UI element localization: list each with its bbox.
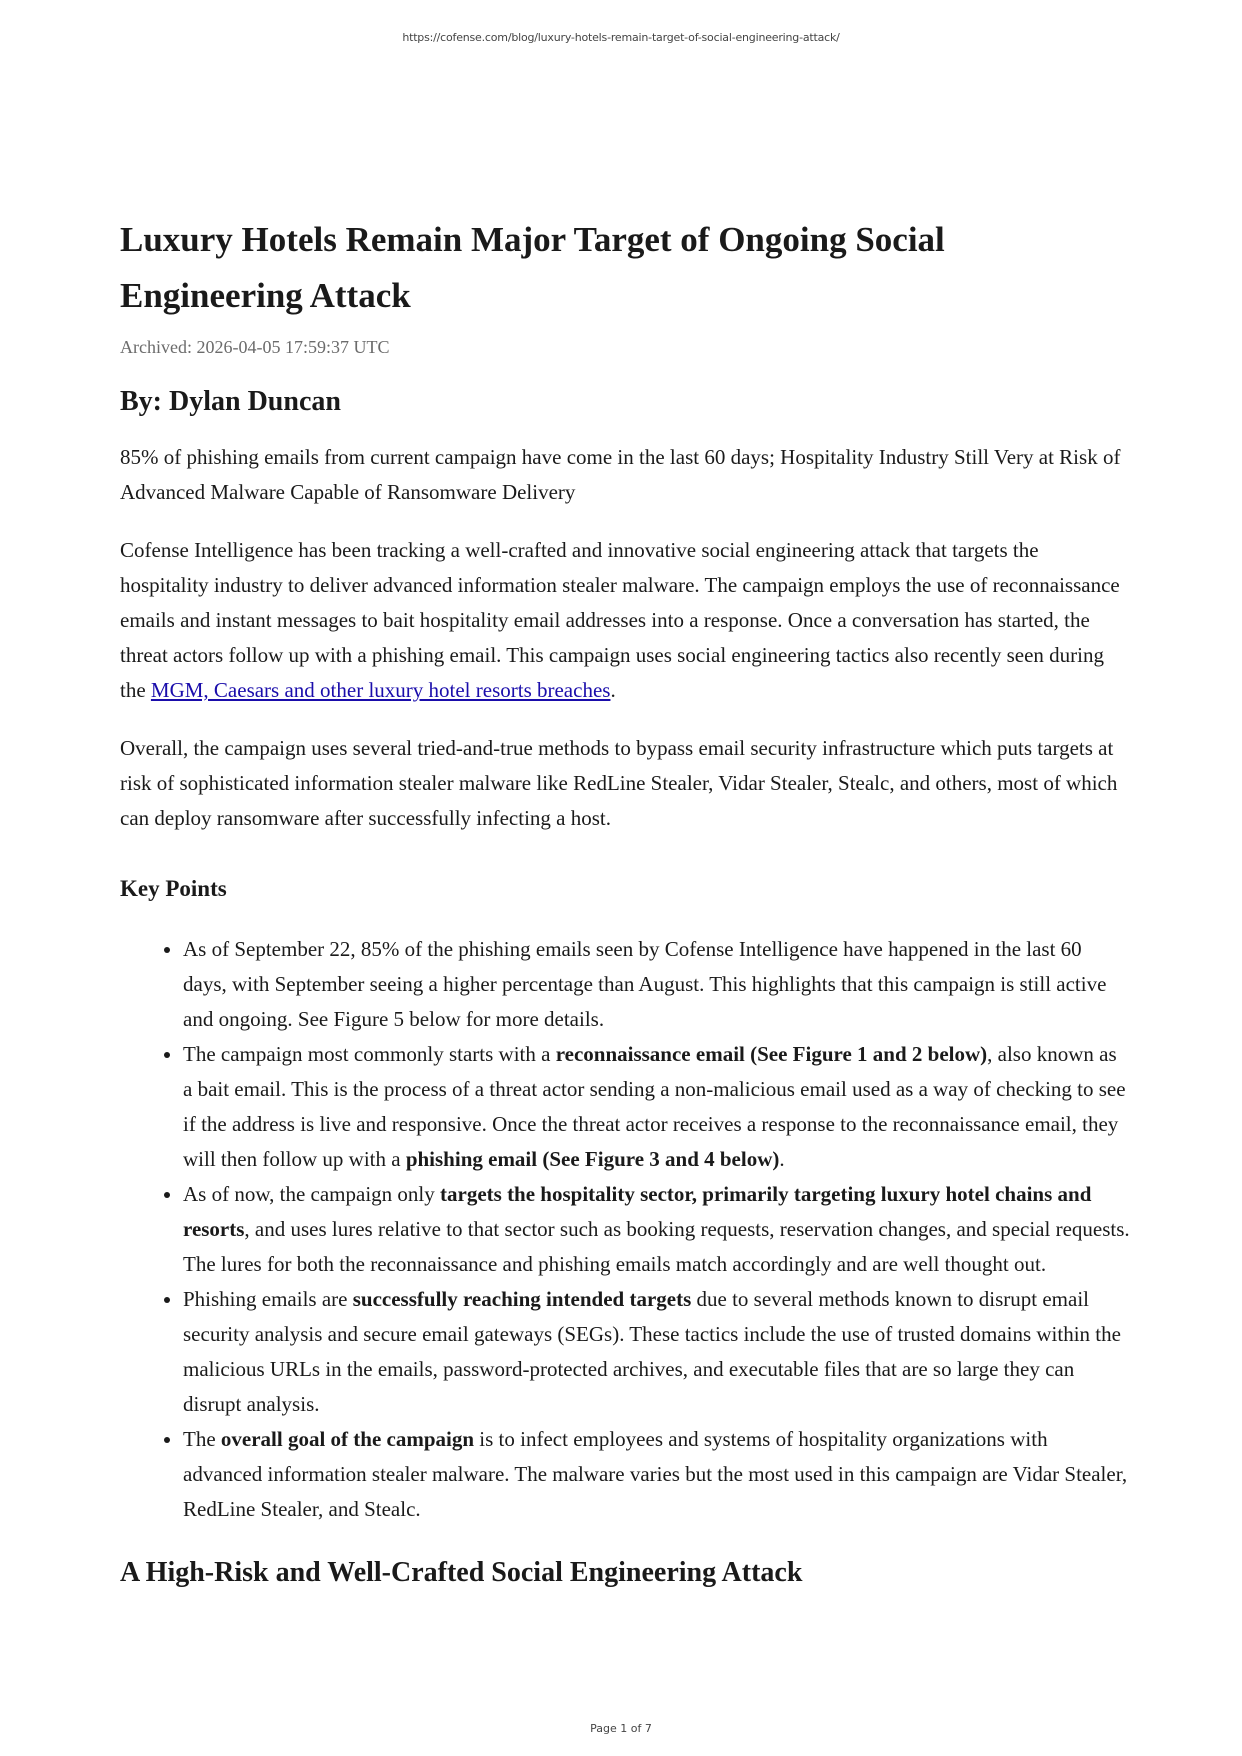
page-url-header: https://cofense.com/blog/luxury-hotels-remain-target-of-social-engineering-attack/ xyxy=(402,31,840,44)
list-item-emphasis: targets the hospitality sector, primarily targeting luxury hotel chains and resorts xyxy=(183,1182,1092,1241)
summary-paragraph: 85% of phishing emails from current campaign have come in the last 60 days; Hospitality Industry Still Very at Risk of Advanced Malware Capable of Ransomware Delivery xyxy=(120,445,1121,504)
list-item-text: As of September 22, 85% of the phishing emails seen by Cofense Intelligence have happened in the last 60 days, with September seeing a higher percentage than August. This highlights that this campaign is still active and ongoing. See Figure 5 below for more details. xyxy=(183,937,1107,1031)
article xyxy=(120,212,1130,1593)
article-title: Luxury Hotels Remain Major Target of Ongoing Social Engineering Attack xyxy=(120,220,945,315)
list-item-emphasis: overall goal of the campaign xyxy=(220,1427,475,1451)
list-item-text: . xyxy=(779,1147,785,1171)
mgm-caesars-breaches-link[interactable]: MGM, Caesars and other luxury hotel resorts breaches xyxy=(150,678,611,702)
key-points-list xyxy=(120,932,1130,1527)
key-points-heading: Key Points xyxy=(120,876,227,901)
list-item-emphasis: phishing email (See Figure 3 and 4 below) xyxy=(405,1147,780,1171)
list-item-text: , and uses lures relative to that sector such as booking requests, reservation changes, and special requests. The lures for both the reconnaissance and phishing emails match accordingly and are well thought out. xyxy=(183,1217,1130,1276)
list-item-text: is to infect employees and systems of hospitality organizations with advanced information stealer malware. The malware varies but the most used in this campaign are Vidar Stealer, RedLine Stealer, and Stealc. xyxy=(183,1427,1128,1521)
list-item-text: The campaign most commonly starts with a xyxy=(183,1042,556,1066)
author-byline: By: Dylan Duncan xyxy=(120,386,341,417)
intro-text-end: . xyxy=(610,678,616,702)
intro-text: Cofense Intelligence has been tracking a well-crafted and innovative social engineering attack that targets the hospitality industry to deliver advanced information stealer malware. The campaign employs the use of reconnaissance emails and instant messages to bait hospitality email addresses into a response. Once a conversation has started, the threat actors follow up with a phishing email. This campaign uses social engineering tactics also recently seen during the xyxy=(120,538,1120,702)
intro-paragraph xyxy=(120,533,1130,708)
list-item-text: The xyxy=(183,1427,221,1451)
overview-paragraph: Overall, the campaign uses several tried-and-true methods to bypass email security infrastructure which puts targets at risk of sophisticated information stealer malware like RedLine Stealer, Vidar Stealer, Stealc, and others, most of which can deploy ransomware after successfully infecting a host. xyxy=(120,736,1118,830)
list-item xyxy=(183,1037,1130,1177)
archived-timestamp: Archived: 2026-04-05 17:59:37 UTC xyxy=(120,337,390,357)
list-item xyxy=(183,1177,1130,1282)
list-item-text: As of now, the campaign only xyxy=(183,1182,441,1206)
list-item-text: Phishing emails are xyxy=(183,1287,353,1311)
list-item-emphasis: reconnaissance email (See Figure 1 and 2 below) xyxy=(555,1042,988,1066)
page-number: Page 1 of 7 xyxy=(590,1722,652,1735)
list-item xyxy=(183,932,1130,1037)
list-item-text: , also known as a bait email. This is the process of a threat actor sending a non-malicious email used as a way of checking to see if the address is live and responsive. Once the threat actor receives a response to the reconnaissance email, they will then follow up with a xyxy=(183,1042,1126,1171)
list-item-text: due to several methods known to disrupt email security analysis and secure email gateways (SEGs). These tactics include the use of trusted domains within the malicious URLs in the emails, password-protected archives, and executable files that are so large they can disrupt analysis. xyxy=(183,1287,1121,1416)
list-item xyxy=(183,1282,1130,1422)
list-item xyxy=(183,1422,1130,1527)
list-item-emphasis: successfully reaching intended targets xyxy=(352,1287,692,1311)
section-heading: A High-Risk and Well-Crafted Social Engineering Attack xyxy=(120,1557,803,1588)
